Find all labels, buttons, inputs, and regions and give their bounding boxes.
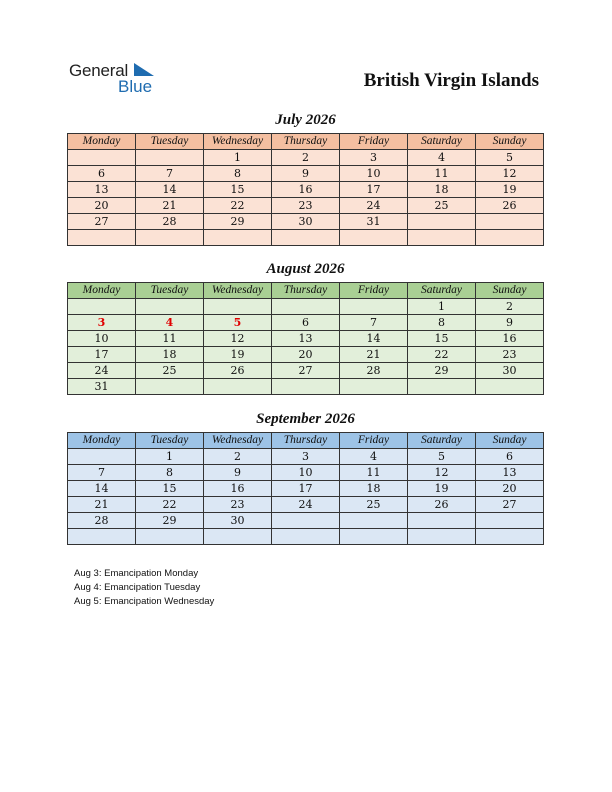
day-cell: 30 bbox=[272, 214, 340, 230]
day-cell: 26 bbox=[204, 363, 272, 379]
logo-triangle-icon bbox=[134, 63, 156, 77]
weekday-header: Wednesday bbox=[204, 134, 272, 150]
day-cell: 9 bbox=[204, 465, 272, 481]
day-cell: 17 bbox=[272, 481, 340, 497]
day-cell: 24 bbox=[272, 497, 340, 513]
week-row bbox=[68, 379, 544, 395]
day-cell bbox=[340, 230, 408, 246]
weekday-header: Sunday bbox=[476, 134, 544, 150]
day-cell bbox=[408, 529, 476, 545]
day-cell: 5 bbox=[476, 150, 544, 166]
day-cell bbox=[204, 299, 272, 315]
day-cell bbox=[136, 379, 204, 395]
weekday-header: Thursday bbox=[272, 283, 340, 299]
weekday-header-row bbox=[68, 433, 544, 449]
week-row bbox=[68, 481, 544, 497]
day-cell: 19 bbox=[476, 182, 544, 198]
calendar-august bbox=[67, 282, 544, 395]
day-cell bbox=[204, 230, 272, 246]
day-cell: 13 bbox=[68, 182, 136, 198]
day-cell: 14 bbox=[136, 182, 204, 198]
day-cell: 4 bbox=[408, 150, 476, 166]
week-row bbox=[68, 182, 544, 198]
day-cell bbox=[136, 150, 204, 166]
day-cell bbox=[408, 230, 476, 246]
day-cell: 10 bbox=[68, 331, 136, 347]
week-row bbox=[68, 363, 544, 379]
week-row bbox=[68, 449, 544, 465]
weekday-header-row bbox=[68, 134, 544, 150]
day-cell: 6 bbox=[272, 315, 340, 331]
weekday-header: Tuesday bbox=[136, 283, 204, 299]
day-cell: 21 bbox=[136, 198, 204, 214]
holiday-notes bbox=[74, 567, 214, 609]
day-cell bbox=[68, 529, 136, 545]
logo-text-blue: Blue bbox=[118, 77, 153, 96]
day-cell: 3 bbox=[68, 315, 136, 331]
day-cell bbox=[68, 230, 136, 246]
week-row bbox=[68, 166, 544, 182]
day-cell bbox=[272, 513, 340, 529]
day-cell: 2 bbox=[272, 150, 340, 166]
day-cell: 3 bbox=[340, 150, 408, 166]
week-row bbox=[68, 465, 544, 481]
week-row bbox=[68, 347, 544, 363]
weekday-header: Tuesday bbox=[136, 134, 204, 150]
day-cell: 22 bbox=[136, 497, 204, 513]
day-cell: 11 bbox=[408, 166, 476, 182]
weekday-header: Friday bbox=[340, 283, 408, 299]
day-cell: 24 bbox=[340, 198, 408, 214]
holiday-note: Aug 3: Emancipation Monday bbox=[74, 568, 199, 579]
day-cell: 17 bbox=[340, 182, 408, 198]
day-cell: 25 bbox=[136, 363, 204, 379]
day-cell bbox=[476, 214, 544, 230]
week-row bbox=[68, 513, 544, 529]
day-cell: 7 bbox=[68, 465, 136, 481]
day-cell: 8 bbox=[136, 465, 204, 481]
day-cell: 30 bbox=[204, 513, 272, 529]
day-cell: 28 bbox=[340, 363, 408, 379]
day-cell: 26 bbox=[476, 198, 544, 214]
week-row bbox=[68, 198, 544, 214]
week-row bbox=[68, 315, 544, 331]
day-cell bbox=[476, 230, 544, 246]
day-cell: 20 bbox=[272, 347, 340, 363]
day-cell: 16 bbox=[204, 481, 272, 497]
day-cell: 9 bbox=[272, 166, 340, 182]
day-cell: 7 bbox=[340, 315, 408, 331]
day-cell: 19 bbox=[204, 347, 272, 363]
day-cell: 20 bbox=[476, 481, 544, 497]
day-cell: 29 bbox=[204, 214, 272, 230]
day-cell bbox=[272, 299, 340, 315]
weekday-header: Sunday bbox=[476, 433, 544, 449]
week-row bbox=[68, 230, 544, 246]
day-cell bbox=[476, 379, 544, 395]
day-cell: 25 bbox=[408, 198, 476, 214]
logo-text-general: General bbox=[69, 61, 129, 80]
day-cell: 25 bbox=[340, 497, 408, 513]
country-title: British Virgin Islands bbox=[363, 70, 539, 91]
day-cell bbox=[340, 299, 408, 315]
day-cell: 19 bbox=[408, 481, 476, 497]
day-cell bbox=[340, 529, 408, 545]
day-cell: 18 bbox=[340, 481, 408, 497]
day-cell: 2 bbox=[476, 299, 544, 315]
weekday-header: Monday bbox=[68, 134, 136, 150]
day-cell: 31 bbox=[340, 214, 408, 230]
day-cell bbox=[476, 513, 544, 529]
day-cell: 21 bbox=[340, 347, 408, 363]
day-cell: 1 bbox=[408, 299, 476, 315]
day-cell bbox=[136, 529, 204, 545]
weekday-header: Tuesday bbox=[136, 433, 204, 449]
day-cell: 21 bbox=[68, 497, 136, 513]
day-cell: 15 bbox=[136, 481, 204, 497]
day-cell: 5 bbox=[204, 315, 272, 331]
weekday-header: Thursday bbox=[272, 134, 340, 150]
day-cell: 31 bbox=[68, 379, 136, 395]
week-row bbox=[68, 299, 544, 315]
day-cell: 6 bbox=[68, 166, 136, 182]
day-cell: 18 bbox=[136, 347, 204, 363]
weekday-header: Friday bbox=[340, 433, 408, 449]
holiday-note: Aug 5: Emancipation Wednesday bbox=[74, 596, 215, 607]
day-cell: 12 bbox=[408, 465, 476, 481]
day-cell bbox=[408, 214, 476, 230]
weekday-header: Wednesday bbox=[204, 433, 272, 449]
day-cell: 9 bbox=[476, 315, 544, 331]
day-cell: 30 bbox=[476, 363, 544, 379]
day-cell bbox=[68, 299, 136, 315]
day-cell: 22 bbox=[204, 198, 272, 214]
day-cell: 23 bbox=[272, 198, 340, 214]
day-cell: 7 bbox=[136, 166, 204, 182]
day-cell bbox=[408, 379, 476, 395]
weekday-header: Saturday bbox=[408, 433, 476, 449]
day-cell: 14 bbox=[68, 481, 136, 497]
day-cell: 11 bbox=[340, 465, 408, 481]
day-cell: 23 bbox=[204, 497, 272, 513]
day-cell: 10 bbox=[340, 166, 408, 182]
week-row bbox=[68, 497, 544, 513]
weekday-header: Monday bbox=[68, 283, 136, 299]
weekday-header: Sunday bbox=[476, 283, 544, 299]
day-cell bbox=[272, 529, 340, 545]
day-cell: 1 bbox=[204, 150, 272, 166]
day-cell: 15 bbox=[408, 331, 476, 347]
day-cell: 4 bbox=[136, 315, 204, 331]
day-cell: 26 bbox=[408, 497, 476, 513]
day-cell: 6 bbox=[476, 449, 544, 465]
day-cell: 13 bbox=[272, 331, 340, 347]
day-cell: 2 bbox=[204, 449, 272, 465]
day-cell: 16 bbox=[476, 331, 544, 347]
day-cell: 11 bbox=[136, 331, 204, 347]
day-cell: 17 bbox=[68, 347, 136, 363]
day-cell: 13 bbox=[476, 465, 544, 481]
week-row bbox=[68, 214, 544, 230]
day-cell bbox=[204, 379, 272, 395]
day-cell: 12 bbox=[204, 331, 272, 347]
day-cell bbox=[68, 449, 136, 465]
day-cell: 14 bbox=[340, 331, 408, 347]
day-cell: 27 bbox=[272, 363, 340, 379]
calendar-september bbox=[67, 432, 544, 545]
month-title-july: July 2026 bbox=[275, 112, 336, 128]
day-cell: 8 bbox=[204, 166, 272, 182]
weekday-header: Thursday bbox=[272, 433, 340, 449]
weekday-header-row bbox=[68, 283, 544, 299]
weekday-header: Saturday bbox=[408, 283, 476, 299]
day-cell: 3 bbox=[272, 449, 340, 465]
week-row bbox=[68, 150, 544, 166]
weekday-header: Friday bbox=[340, 134, 408, 150]
week-row bbox=[68, 529, 544, 545]
day-cell: 16 bbox=[272, 182, 340, 198]
day-cell: 23 bbox=[476, 347, 544, 363]
day-cell bbox=[272, 379, 340, 395]
day-cell: 22 bbox=[408, 347, 476, 363]
day-cell bbox=[340, 379, 408, 395]
day-cell bbox=[136, 299, 204, 315]
holiday-note: Aug 4: Emancipation Tuesday bbox=[74, 582, 201, 593]
day-cell: 28 bbox=[136, 214, 204, 230]
day-cell: 18 bbox=[408, 182, 476, 198]
day-cell: 8 bbox=[408, 315, 476, 331]
day-cell: 29 bbox=[136, 513, 204, 529]
day-cell: 1 bbox=[136, 449, 204, 465]
day-cell bbox=[476, 529, 544, 545]
day-cell: 29 bbox=[408, 363, 476, 379]
day-cell: 15 bbox=[204, 182, 272, 198]
day-cell bbox=[68, 150, 136, 166]
day-cell: 24 bbox=[68, 363, 136, 379]
day-cell: 20 bbox=[68, 198, 136, 214]
day-cell: 4 bbox=[340, 449, 408, 465]
day-cell bbox=[136, 230, 204, 246]
week-row bbox=[68, 331, 544, 347]
day-cell: 10 bbox=[272, 465, 340, 481]
day-cell: 27 bbox=[68, 214, 136, 230]
weekday-header: Wednesday bbox=[204, 283, 272, 299]
day-cell bbox=[204, 529, 272, 545]
month-title-september: September 2026 bbox=[256, 411, 355, 427]
day-cell: 12 bbox=[476, 166, 544, 182]
month-title-august: August 2026 bbox=[266, 261, 345, 277]
day-cell bbox=[340, 513, 408, 529]
weekday-header: Saturday bbox=[408, 134, 476, 150]
logo bbox=[69, 61, 169, 97]
day-cell bbox=[272, 230, 340, 246]
calendar-july bbox=[67, 133, 544, 246]
day-cell: 28 bbox=[68, 513, 136, 529]
day-cell: 27 bbox=[476, 497, 544, 513]
day-cell: 5 bbox=[408, 449, 476, 465]
day-cell bbox=[408, 513, 476, 529]
weekday-header: Monday bbox=[68, 433, 136, 449]
